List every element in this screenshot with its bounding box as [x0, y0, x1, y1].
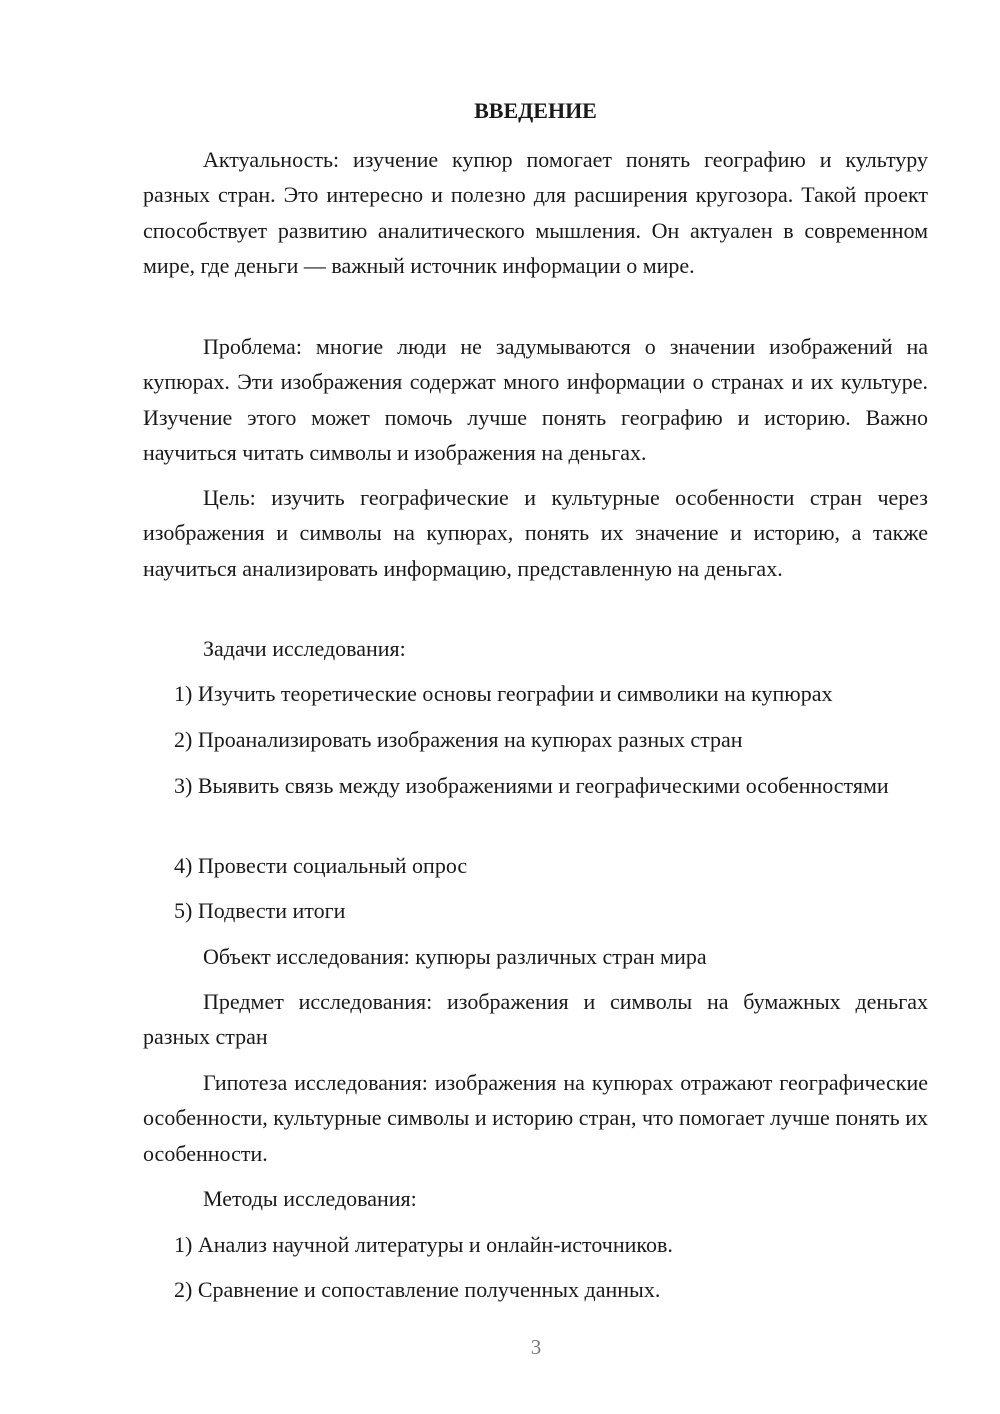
task-item: 5) Подвести итоги — [174, 898, 346, 923]
subject-paragraph: Предмет исследования: изображения и символы на бумажных деньгах разных стран — [143, 989, 928, 1050]
method-item: 2) Сравнение и сопоставление полученных данных. — [174, 1277, 661, 1302]
task-item: 2) Проанализировать изображения на купюрах разных стран — [174, 727, 743, 752]
goal-paragraph: Цель: изучить географические и культурные особенности стран через изображения и символы на купюрах, понять их значение и историю, а также научиться анализировать информацию, представленную на деньгах. — [143, 485, 928, 581]
task-item: 4) Провести социальный опрос — [174, 853, 468, 878]
task-item: 1) Изучить теоретические основы географии и символики на купюрах — [174, 681, 833, 706]
method-item: 1) Анализ научной литературы и онлайн-источников. — [174, 1232, 673, 1257]
object-paragraph: Объект исследования: купюры различных стран мира — [203, 944, 707, 969]
tasks-heading: Задачи исследования: — [203, 636, 406, 661]
relevance-paragraph: Актуальность: изучение купюр помогает понять географию и культуру разных стран. Это интересно и полезно для расширения кругозора. Такой проект способствует развитию аналитического мышления. Он актуален в современном мире, где деньги — важный источник информации о мире. — [143, 147, 928, 278]
hypothesis-paragraph: Гипотеза исследования: изображения на купюрах отражают географические особенности, культурные символы и историю стран, что помогает лучше понять их особенности. — [143, 1070, 928, 1166]
problem-paragraph: Проблема: многие люди не задумываются о значении изображений на купюрах. Эти изображения содержат много информации о странах и их культуре. Изучение этого может помочь лучше понять географию и историю. Важно научиться читать символы и изображения на деньгах. — [143, 334, 928, 465]
task-item: 3) Выявить связь между изображениями и географическими особенностями — [174, 773, 889, 798]
methods-heading: Методы исследования: — [203, 1186, 417, 1211]
page-number: 3 — [530, 1335, 542, 1359]
page-title: ВВЕДЕНИЕ — [474, 98, 597, 123]
